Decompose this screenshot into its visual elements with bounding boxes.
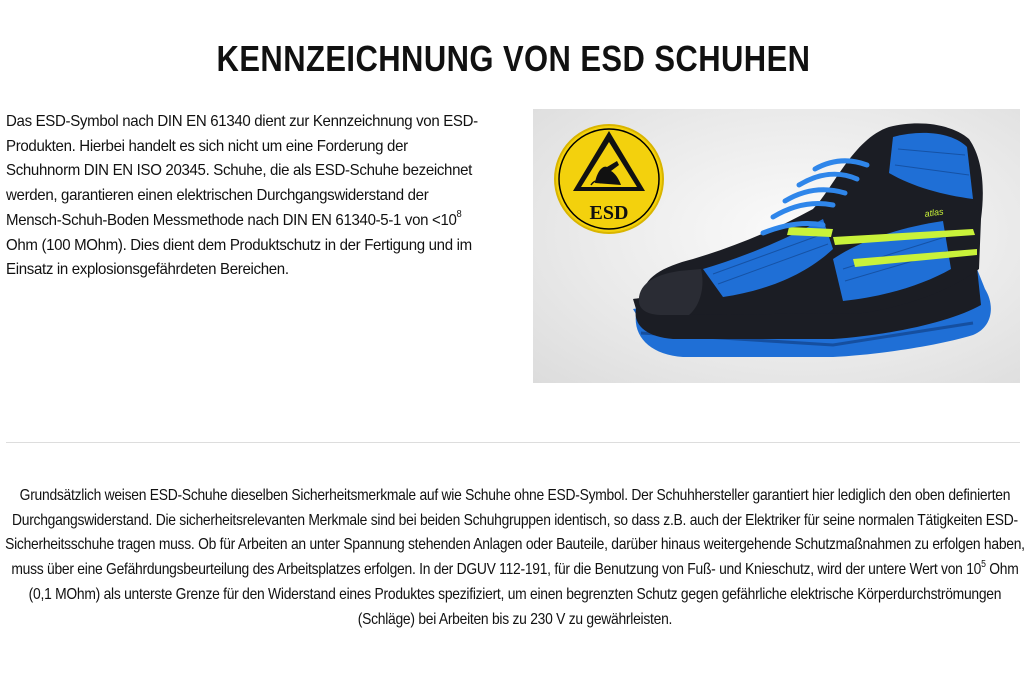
page-title: KENNZEICHNUNG VON ESD SCHUHEN	[216, 38, 811, 80]
intro-paragraph	[6, 110, 485, 283]
esd-badge-icon	[555, 125, 663, 233]
esd-shoe-image	[533, 109, 1020, 383]
intro-text-part1: Das ESD-Symbol nach DIN EN 61340 dient zur Kennzeichnung von ESD-Produkten. Hierbei handelt es sich nicht um eine Forderung der Schuhnorm DIN EN ISO 20345. Schuhe, die als ESD-Schuhe bezeichnet werden, garantieren einen elektrischen Durchgangswiderstand der Mensch-Schuh-Boden Messmethode nach DIN EN 61340-5-1 von <10	[6, 113, 478, 229]
esd-badge-text: ESD	[589, 202, 629, 224]
safety-shoe-icon	[633, 123, 991, 357]
section-divider	[6, 442, 1020, 443]
brand-text: atlas	[923, 206, 945, 219]
body-text-part1: Grundsätzlich weisen ESD-Schuhe dieselben Sicherheitsmerkmale auf wie Schuhe ohne ESD-Symbol. Der Schuhhersteller garantiert hier lediglich den oben definierten Durchgangswiderstand. Die sicherheitsrelevanten Merkmale sind bei beiden Schuhgruppen identisch, so dass z.B. auch der Elektriker für seine normalen Tätigkeiten ESD-Sicherheitsschuhe tragen muss. Ob für Arbeiten an unter Spannung stehenden Anlagen oder Bauteile, darüber hinaus weitergehende Schutzmaßnahmen zu erfolgen haben, muss über eine Gefährdungsbeurteilung des Arbeitsplatzes erfolgen. In der DGUV 112-191, für die Benutzung von Fuß- und Knieschutz, wird der untere Wert von 10	[5, 487, 1025, 579]
body-paragraph	[4, 484, 1026, 632]
intro-text-part2: Ohm (100 MOhm). Dies dient dem Produktschutz in der Fertigung und im Einsatz in explosionsgefährdeten Bereichen.	[6, 236, 472, 279]
intro-exponent: 8	[456, 209, 462, 221]
body-text-part2: Ohm (0,1 MOhm) als unterste Grenze für den Widerstand eines Produktes spezifiziert, um einen begrenzten Schutz gegen gefährliche elektrische Körperdurchströmungen (Schläge) bei Arbeiten bis zu 230 V zu gewährleisten.	[28, 561, 1019, 628]
body-exponent: 5	[981, 558, 986, 570]
esd-shoe-illustration	[533, 109, 1020, 383]
